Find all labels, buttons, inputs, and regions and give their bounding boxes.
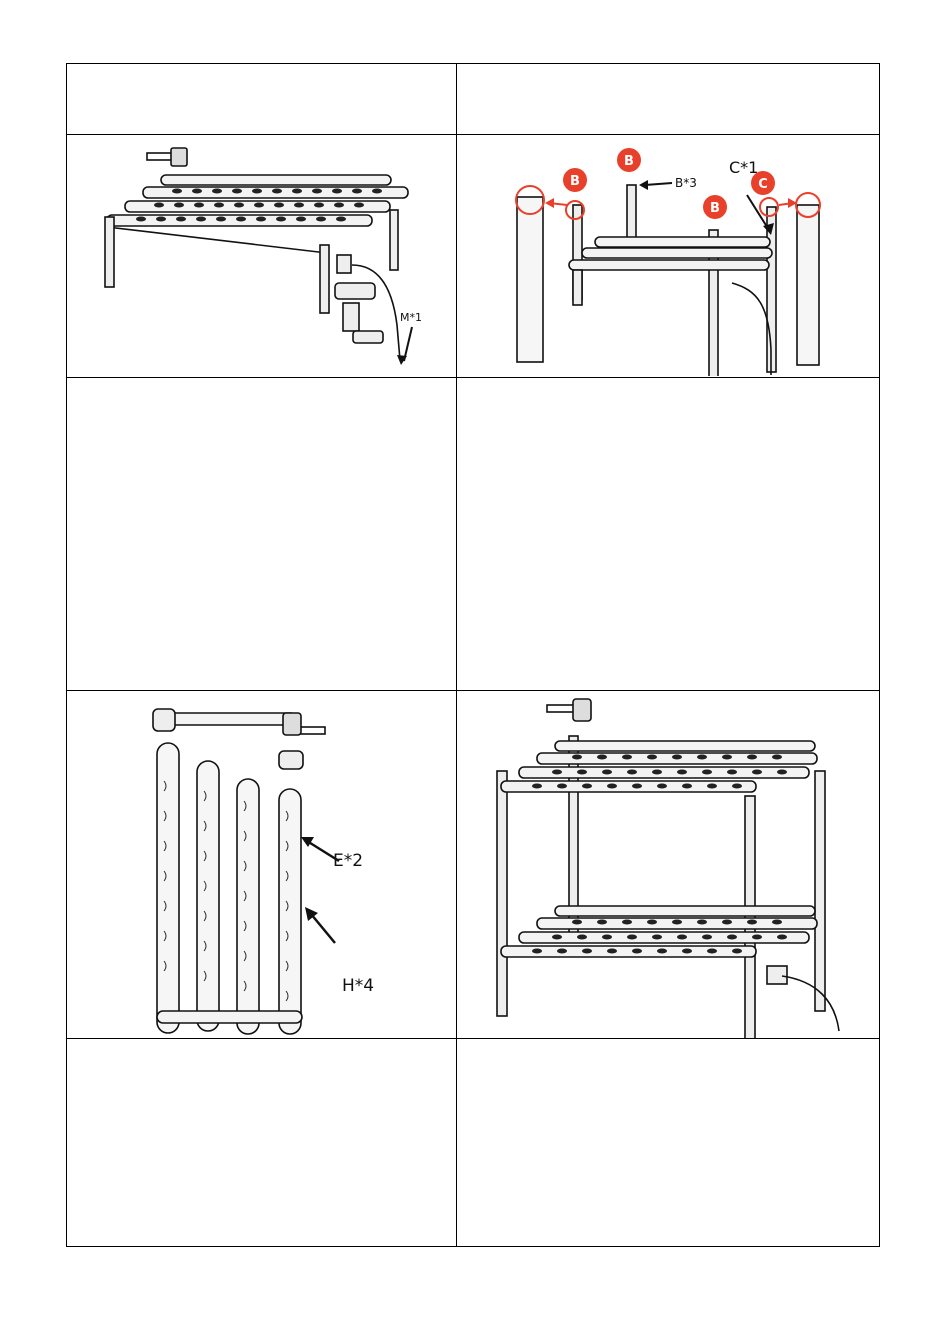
badge-label: B bbox=[570, 174, 580, 189]
figure-3-cell bbox=[67, 691, 456, 1038]
step-text-right bbox=[457, 1039, 879, 1246]
figure-4-cell bbox=[457, 691, 879, 1038]
badge-label: B bbox=[624, 154, 634, 169]
figure-2-cell bbox=[457, 135, 879, 376]
step-text-right bbox=[457, 378, 879, 690]
step-header-right bbox=[457, 64, 879, 134]
instruction-table bbox=[66, 63, 880, 1247]
figure-2-illustration bbox=[457, 135, 879, 376]
part-label-h: H*4 bbox=[342, 976, 375, 996]
badge-label: C bbox=[758, 177, 768, 192]
badge-label: B bbox=[710, 201, 720, 216]
figure-4-illustration bbox=[457, 691, 879, 1038]
step-header-left bbox=[67, 64, 456, 134]
figure-3-illustration bbox=[67, 691, 456, 1038]
part-label-b: B*3 bbox=[675, 176, 697, 190]
step-text-left bbox=[67, 1039, 456, 1246]
part-label-e: E*2 bbox=[333, 851, 364, 871]
figure-1-illustration bbox=[67, 135, 456, 376]
step-text-left bbox=[67, 378, 456, 690]
part-label-m: M*1 bbox=[400, 311, 422, 324]
part-label-c: C*1 bbox=[729, 158, 759, 177]
figure-1-cell bbox=[67, 135, 456, 376]
